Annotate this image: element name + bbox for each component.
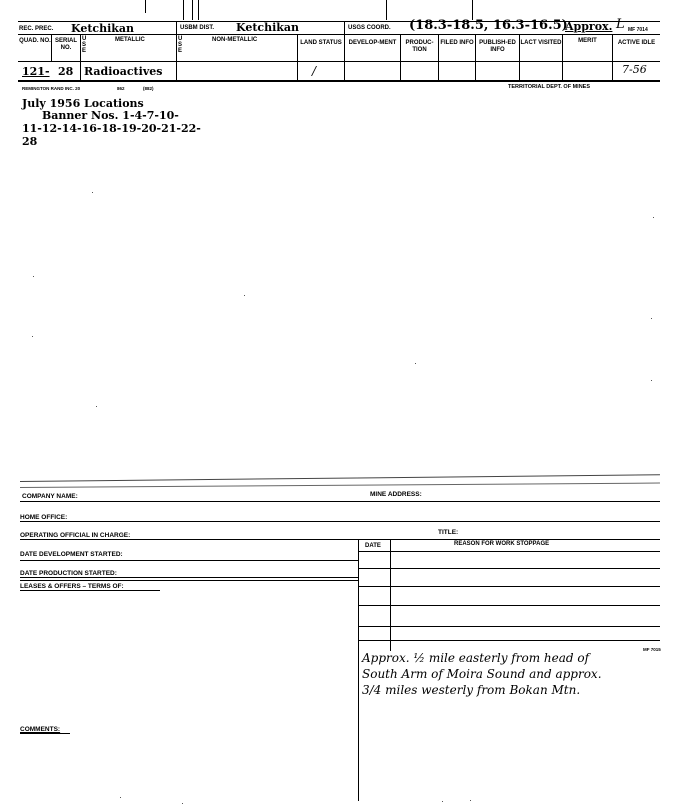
rule xyxy=(358,586,660,587)
speck xyxy=(33,276,34,277)
usbm-dist-label: USBM DIST. xyxy=(180,25,215,31)
merit-header: MERIT xyxy=(578,38,597,44)
speck xyxy=(415,363,416,364)
speck xyxy=(244,295,245,296)
rule xyxy=(18,61,660,62)
leases-offers-label: LEASES & OFFERS – TERMS OF: xyxy=(20,583,124,590)
speck xyxy=(32,336,33,337)
date-development-label: DATE DEVELOPMENT STARTED: xyxy=(20,551,123,558)
rule xyxy=(358,551,660,552)
tick-mark xyxy=(145,0,146,13)
rule xyxy=(18,80,660,82)
rec-prec-label: REC. PREC. xyxy=(19,26,54,32)
speck xyxy=(653,217,654,218)
rule xyxy=(20,539,660,540)
speck xyxy=(120,797,121,798)
speck xyxy=(182,803,183,804)
speck xyxy=(442,801,443,802)
use-header-2: U S E xyxy=(178,36,183,54)
handwriting-line-1: Approx. ½ mile easterly from head of xyxy=(362,651,590,665)
speck xyxy=(92,192,93,193)
rule xyxy=(20,560,358,561)
territorial-dept: TERRITORIAL DEPT. OF MINES xyxy=(508,84,590,90)
rule xyxy=(176,21,177,34)
handwriting-line-3: 3/4 miles westerly from Bokan Mtn. xyxy=(362,683,581,697)
rule xyxy=(176,34,177,80)
usbm-dist-value: Ketchikan xyxy=(236,21,300,34)
rule xyxy=(358,640,660,641)
speck xyxy=(651,380,652,381)
approx-mark: L xyxy=(616,17,625,32)
development-header: DEVELOP-MENT xyxy=(348,40,397,46)
tick-mark xyxy=(192,0,193,20)
rule xyxy=(390,539,391,651)
home-office-label: HOME OFFICE: xyxy=(20,514,68,521)
rule xyxy=(358,605,660,606)
title-label: TITLE: xyxy=(438,529,459,536)
operating-official-label: OPERATING OFFICIAL IN CHARGE: xyxy=(20,532,131,539)
speck xyxy=(470,800,471,801)
approx-value: Approx. xyxy=(565,20,613,33)
company-name-label: COMPANY NAME: xyxy=(22,493,78,500)
metallic-header: METALLIC xyxy=(115,37,145,43)
rule xyxy=(20,474,660,482)
use-header: U S E xyxy=(82,36,87,54)
form-number: MF 7014 xyxy=(628,27,648,33)
handwriting-line-2: South Arm of Moira Sound and approx. xyxy=(362,667,602,681)
comments-label: COMMENTS: xyxy=(20,726,61,733)
note-line-2: Banner Nos. 1-4-7-10- xyxy=(42,109,179,122)
tick-mark xyxy=(472,0,473,20)
note-line-3: 11-12-14-16-18-19-20-21-22- xyxy=(22,122,201,135)
tick-mark xyxy=(183,0,184,20)
rec-prec-value: Ketchikan xyxy=(71,22,135,35)
land-status-value: / xyxy=(312,64,317,78)
date-column-label: DATE xyxy=(365,543,381,549)
rule xyxy=(358,539,359,801)
tick-mark xyxy=(198,0,199,20)
date-production-label: DATE PRODUCTION STARTED: xyxy=(20,570,117,577)
usgs-coord-label: USGS COORD. xyxy=(348,25,391,31)
serial-no-header: SERIAL NO. xyxy=(54,38,77,51)
rule xyxy=(80,34,81,80)
non-metallic-header: NON-METALLIC xyxy=(212,37,258,43)
mine-address-label: MINE ADDRESS: xyxy=(370,491,422,498)
reason-column-label: REASON FOR WORK STOPPAGE xyxy=(454,541,550,547)
note-line-4: 28 xyxy=(22,135,38,148)
speck xyxy=(96,406,97,407)
printer-code: 862 xyxy=(117,86,125,91)
rule xyxy=(344,21,345,34)
speck xyxy=(651,318,652,319)
rule xyxy=(20,521,660,522)
rule xyxy=(20,580,358,581)
rule xyxy=(20,483,660,488)
quad-no-header: QUAD. NO. xyxy=(19,38,51,44)
rule xyxy=(358,626,660,627)
published-info-header: PUBLISH-ED INFO xyxy=(479,40,516,53)
serial-value: 28 xyxy=(58,65,74,78)
back-form-number: MF 7015 xyxy=(643,647,661,652)
rule xyxy=(20,577,358,578)
usgs-coord-value: (18.3-18.5, 16.3-16.5) xyxy=(409,18,568,33)
printer-code-2: (882) xyxy=(143,86,154,91)
metallic-value: Radioactives xyxy=(84,65,163,78)
active-idle-value: 7-56 xyxy=(622,63,647,76)
printer-credit: REMINGTON RAND INC. 20 xyxy=(22,86,81,91)
rule xyxy=(20,733,70,734)
production-header: PRODUC-TION xyxy=(405,40,434,53)
rule xyxy=(358,568,660,569)
quad-value: 121- xyxy=(22,65,50,78)
last-visited-header: LACT VISITED xyxy=(520,40,562,46)
filed-info-header: FILED INFO xyxy=(440,40,474,46)
rule xyxy=(20,501,660,502)
tick-mark xyxy=(386,0,387,20)
rule xyxy=(20,590,160,591)
note-line-1: July 1956 Locations xyxy=(22,97,144,110)
land-status-header: LAND STATUS xyxy=(300,40,342,46)
active-idle-header: ACTIVE IDLE xyxy=(617,40,656,46)
